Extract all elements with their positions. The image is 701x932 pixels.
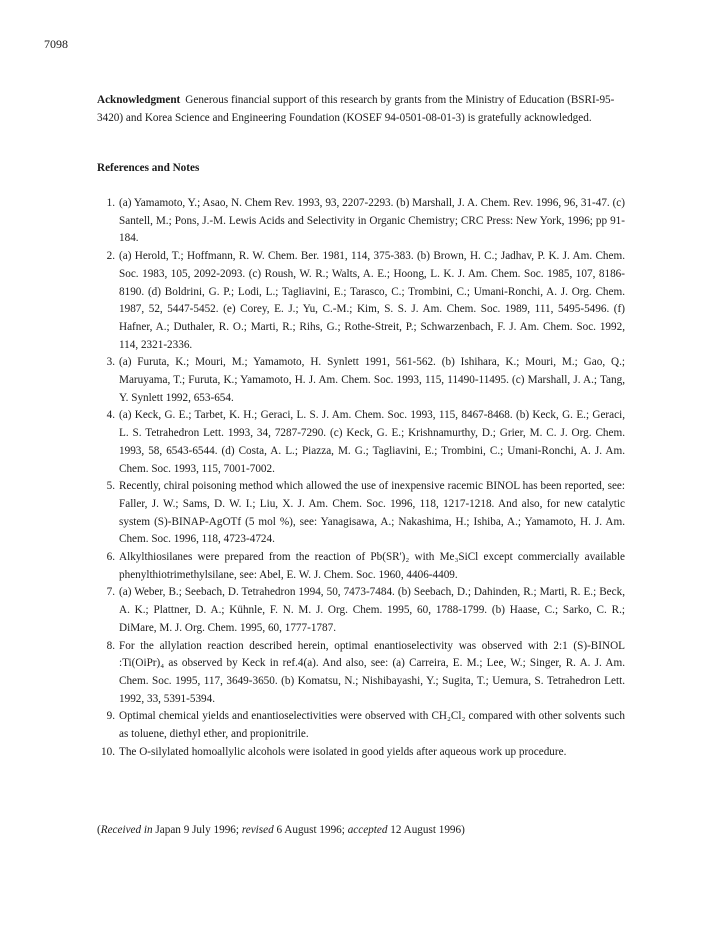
reference-text: (a) Herold, T.; Hoffmann, R. W. Chem. Ber. 1981, 114, 375-383. (b) Brown, H. C.; Jadhav, P. K. J. Am. Chem. Soc. 1983, 105, 2092-2093. (c) Roush, W. R.; Walts, A. E.; Hoong, L. K. J. Am. Chem. Soc. 1985, 107, 8186-8190. (d) Boldrini, G. P.; Lodi, L.; Tagliavini, E.; Tarasco, C.; Trombini, C.; Umani-Ronchi, A. J. Org. Chem. 1987, 52, 5447-5452. (e) Corey, E. J.; Yu, C.-M.; Kim, S. S. J. Am. Chem. Soc. 1989, 111, 5495-5496. (f) Hafner, A.; Duthaler, R. O.; Marti, R.; Rihs, G.; Rothe-Streit, P.; Schwarzenbach, F. J. Am. Chem. Soc. 1992, 114, 2321-2336.: [119, 250, 625, 351]
references-heading: References and Notes: [97, 162, 200, 174]
reference-number: 5.: [106, 480, 115, 493]
received-date: 9 July 1996;: [183, 824, 240, 836]
reference-text: The O-silylated homoallylic alcohols were isolated in good yields after aqueous work up procedure.: [119, 745, 567, 758]
reference-number: 3.: [106, 356, 115, 369]
page-number: 7098: [44, 37, 68, 51]
reference-6: [97, 549, 625, 584]
accepted-label: accepted: [347, 824, 388, 836]
reference-number: 1.: [106, 197, 115, 209]
reference-number: 6.: [106, 551, 115, 564]
reference-1: [97, 195, 625, 248]
accepted-date: 12 August 1996: [390, 824, 462, 836]
reference-text: For the allylation reaction described herein, optimal enantioselectivity was observed with 2:1 (S)-BINOL :Ti(OiPr)₄ as observed by Keck in ref.4(a). And also, see: (a) Carreira, E. M.; Lee, W.; Singer, R. A. J. Am. Chem. Soc. 1995, 117, 3649-3650. (b) Komatsu, N.; Nishibayashi, Y.; Sugita, T.; Uemura, S. Tetrahedron Lett. 1992, 33, 5391-5394.: [119, 639, 625, 705]
reference-8: [97, 638, 625, 709]
references-list: [97, 195, 625, 762]
received-dates: [97, 824, 625, 836]
reference-text: Alkylthiosilanes were prepared from the reaction of Pb(SR')₂ with Me₃SiCl except commercially available phenylthiotrimethylsilane, see: Abel, E. W. J. Chem. Soc. 1960, 4406-4409.: [119, 551, 625, 581]
acknowledgment: [97, 92, 625, 127]
reference-text: Recently, chiral poisoning method which allowed the use of inexpensive racemic BINOL has been reported, see: Faller, J. W.; Sams, D. W. I.; Liu, X. J. Am. Chem. Soc. 1996, 118, 1217-1218. And also, for new catalytic system (S)-BINAP-AgOTf (5 mol %), see: Yanagisawa, A.; Nakashima, H.; Ishiba, A.; Yamamoto, H. J. Am. Chem. Soc. 1996, 118, 4723-4724.: [119, 480, 625, 546]
reference-2: [97, 248, 625, 354]
reference-number: 8.: [106, 639, 115, 652]
reference-10: [97, 744, 625, 762]
reference-4: [97, 407, 625, 478]
reference-number: 4.: [106, 409, 115, 422]
reference-text: Optimal chemical yields and enantioselectivities were observed with CH₂Cl₂ compared with other solvents such as toluene, diethyl ether, and propionitrile.: [119, 710, 625, 741]
reference-number: 7.: [106, 586, 115, 599]
received-label: Received in: [100, 824, 153, 836]
acknowledgment-text: Generous financial support of this research by grants from the Ministry of Education (BSRI-95-3420) and Korea Science and Engineering Foundation (KOSEF 94-0501-08-01-3) is gratefully acknowledged.: [97, 94, 615, 124]
reference-7: [97, 584, 625, 637]
acknowledgment-heading: Acknowledgment: [97, 94, 181, 106]
reference-text: (a) Furuta, K.; Mouri, M.; Yamamoto, H. Synlett 1991, 561-562. (b) Ishihara, K.; Mouri, M.; Gao, Q.; Maruyama, T.; Furuta, K.; Yamamoto, H. J. Am. Chem. Soc. 1993, 115, 11490-11495. (c) Marshall, J. A.; Tang, Y. Synlett 1992, 653-654.: [119, 356, 625, 404]
received-close: ): [461, 824, 465, 836]
reference-text: (a) Keck, G. E.; Tarbet, K. H.; Geraci, L. S. J. Am. Chem. Soc. 1993, 115, 8467-8468. (b) Keck, G. E.; Geraci, L. S. Tetrahedron Lett. 1993, 34, 7287-7290. (c) Keck, G. E.; Krishnamurthy, D.; Grier, M. C. J. Org. Chem. 1993, 58, 6543-6544. (d) Costa, A. L.; Piazza, M. G.; Tagliavini, E.; Trombini, C.; Umani-Ronchi, A. J. Am. Chem. Soc. 1993, 115, 7001-7002.: [119, 409, 625, 475]
reference-number: 2.: [106, 250, 115, 263]
received-place: Japan: [155, 824, 181, 836]
reference-number: 9.: [106, 710, 115, 723]
reference-9: [97, 708, 625, 743]
reference-number: 10.: [101, 745, 115, 758]
reference-text: (a) Weber, B.; Seebach, D. Tetrahedron 1994, 50, 7473-7484. (b) Seebach, D.; Dahinden, R.; Marti, R. E.; Beck, A. K.; Plattner, D. A.; Kühnle, F. N. M. J. Org. Chem. 1995, 60, 1788-1799. (b) Haase, C.; Sarko, C. R.; DiMare, M. J. Org. Chem. 1995, 60, 1777-1787.: [119, 586, 625, 634]
reference-text: (a) Yamamoto, Y.; Asao, N. Chem Rev. 1993, 93, 2207-2293. (b) Marshall, J. A. Chem. Rev. 1996, 96, 31-47. (c) Santell, M.; Pons, J.-M. Lewis Acids and Selectivity in Organic Chemistry; CRC Press: New York, 1996; pp 91-184.: [119, 197, 625, 245]
revised-date: 6 August 1996;: [276, 824, 345, 836]
received-open: (: [97, 824, 101, 836]
revised-label: revised: [241, 824, 274, 836]
reference-3: [97, 354, 625, 407]
reference-5: [97, 478, 625, 549]
